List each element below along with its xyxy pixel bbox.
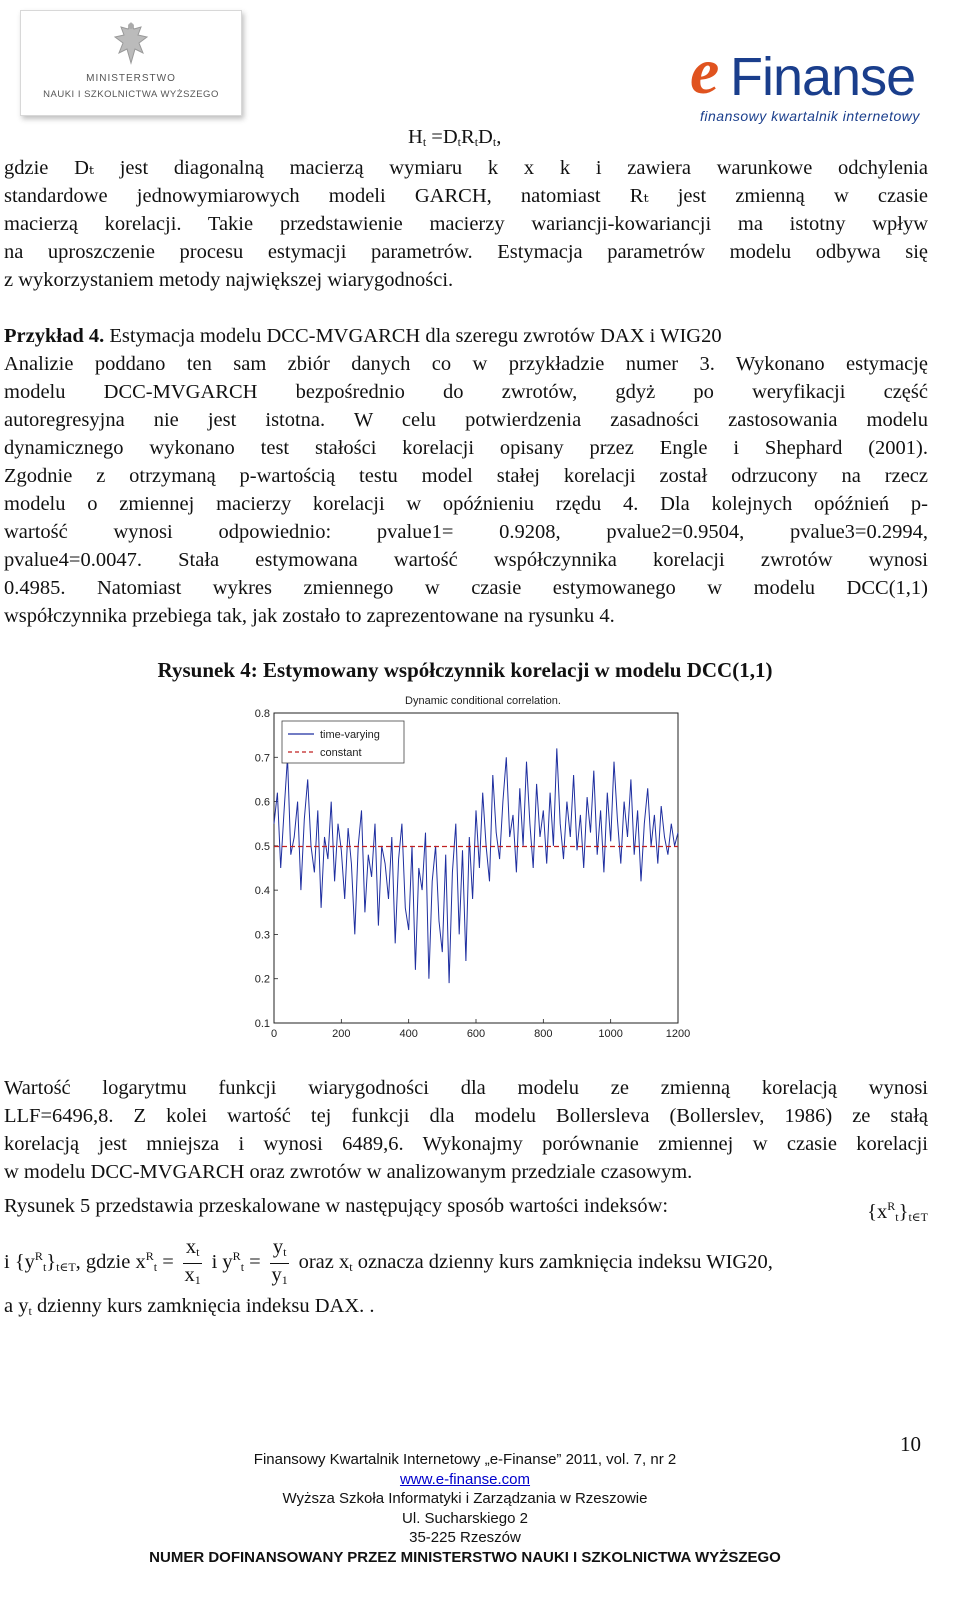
eq-sub: t <box>474 135 479 149</box>
paragraph3-line: w modelu DCC-MVGARCH oraz zwrotów w analizowanym przedziale czasowym. <box>4 1161 693 1183</box>
ministry-logo-line2: NAUKI I SZKOLNICTWA WYŻSZEGO <box>43 89 219 100</box>
eq-sub: t <box>457 135 461 149</box>
ministry-logo-line1: MINISTERSTWO <box>86 73 176 84</box>
efinanse-logo <box>690 35 940 125</box>
frac-y-num: y <box>272 1235 284 1258</box>
fraction-y <box>270 1236 290 1291</box>
paragraph2-line: dynamicznego wykonano test stałości korelacji opisany przez Engle i Shephard (2001). <box>4 437 928 459</box>
paragraph1-line: na uproszczenie procesu estymacji parametrów. Estymacja parametrów modelu odbywa się <box>4 241 928 263</box>
y-tick-label: 0.5 <box>254 840 270 853</box>
gdzie-x: , gdzie x <box>75 1251 146 1273</box>
eq-sub: t <box>422 135 427 149</box>
footer-journal: Finansowy Kwartalnik Internetowy „e-Finanse” 2011, vol. 7, nr 2 <box>253 1451 677 1468</box>
set-x-open: {x <box>867 1201 888 1223</box>
paragraph2-line: Analizie poddano ten sam zbiór danych co w przykładzie numer 3. Wykonano estymację <box>4 353 928 375</box>
y-sub: t <box>240 1260 245 1274</box>
efinanse-logo-tagline: finansowy kwartalnik internetowy <box>700 108 920 124</box>
example-label: Przykład 4. <box>4 325 105 347</box>
paragraph1-line: z wykorzystaniem metody największej wiarygodności. <box>4 269 454 291</box>
set-x-index: t∈T <box>908 1210 928 1224</box>
paragraph2-line: Zgodnie z otrzymaną p-wartością testu model stałej korelacji został odrzucony na rzecz <box>4 465 928 487</box>
eq-sign: = <box>157 1251 174 1273</box>
set-y-sup: R <box>34 1249 43 1263</box>
footer-city: 35-225 Rzeszów <box>409 1529 521 1546</box>
eagle-emblem-icon <box>111 19 151 67</box>
set-x-sup: R <box>887 1199 896 1213</box>
frac-y-den: y <box>271 1263 282 1286</box>
footer-street: Ul. Sucharskiego 2 <box>402 1509 528 1527</box>
x-tick-label: 600 <box>466 1028 486 1040</box>
y-tick-label: 0.1 <box>254 1018 270 1030</box>
x-sup: R <box>145 1249 154 1263</box>
frac-x-num-sub: t <box>196 1244 200 1259</box>
footer-school: Wyższa Szkoła Informatyki i Zarządzania w Rzeszowie <box>282 1490 648 1507</box>
legend-label-time-varying: time-varying <box>320 729 380 741</box>
x-tick-label: 200 <box>332 1028 351 1040</box>
x-tick-label: 800 <box>534 1028 553 1040</box>
y-tick-label: 0.7 <box>254 752 270 765</box>
set-y-open: i {y <box>4 1251 35 1273</box>
frac-y-den-sub: 1 <box>281 1272 288 1287</box>
set-x-close: } <box>898 1201 909 1223</box>
eq-r: R <box>461 126 475 148</box>
frac-y-num-sub: t <box>283 1244 287 1259</box>
i-y: i y <box>211 1251 233 1273</box>
paragraph4-line1 <box>4 1192 928 1224</box>
paragraph4-line2 <box>4 1230 928 1287</box>
ministry-logo <box>20 10 242 116</box>
paragraph2-line: współczynnika przebiega tak, jak zostało to zaprezentowane na rysunku 4. <box>4 605 615 627</box>
equation-h-drd <box>408 126 501 150</box>
a-y-rest: dzienny kurs zamknięcia indeksu DAX. . <box>31 1295 375 1317</box>
eq-d2: D <box>478 126 493 148</box>
x-tick-label: 400 <box>399 1028 418 1040</box>
page-number: 10 <box>900 1432 921 1456</box>
y-tick-label: 0.3 <box>254 929 270 942</box>
paragraph2-line: autoregresyjna nie jest istotna. W celu potwierdzenia zasadności zastosowania modelu <box>4 409 928 431</box>
x-tick-label: 1000 <box>598 1028 623 1040</box>
set-x-sub: t <box>895 1210 899 1224</box>
eq-h: H <box>408 126 423 148</box>
set-y-close: } <box>46 1251 57 1273</box>
paragraph2-line: wartość wynosi odpowiednio: pvalue1= 0.9208, pvalue2=0.9504, pvalue3=0.2994, <box>4 521 928 543</box>
paragraph1-line: standardowe jednowymiarowych modeli GARCH, natomiast Rₜ jest zmienną w czasie <box>4 185 928 207</box>
frac-x-num: x <box>185 1235 197 1258</box>
y-tick-label: 0.6 <box>254 796 270 809</box>
set-y-sub: t <box>42 1260 47 1274</box>
dcc-correlation-chart <box>238 688 698 1050</box>
paragraph2-line: 0.4985. Natomiast wykres zmiennego w czasie estymowanego w modelu DCC(1,1) <box>4 577 928 599</box>
paragraph2-line: pvalue4=0.0047. Stała estymowana wartość współczynnika korelacji zwrotów wynosi <box>4 549 928 571</box>
set-y-index: t∈T <box>56 1260 76 1274</box>
paragraph3-line: Wartość logarytmu funkcji wiarygodności dla modelu ze zmienną korelacją wynosi <box>4 1077 928 1099</box>
y-tick-label: 0.4 <box>254 885 270 898</box>
oraz-sub: t <box>349 1260 353 1274</box>
efinanse-logo-e: e <box>690 35 720 108</box>
footer-funding: NUMER DOFINANSOWANY PRZEZ MINISTERSTWO NAUKI I SZKOLNICTWA WYŻSZEGO <box>149 1548 781 1566</box>
legend-label-constant: constant <box>320 747 362 759</box>
fraction-x <box>183 1236 203 1291</box>
frac-x-den-sub: 1 <box>194 1272 201 1287</box>
paragraph4-text: Rysunek 5 przedstawia przeskalowane w następujący sposób wartości indeksów: <box>4 1195 669 1217</box>
set-x-notation <box>867 1192 928 1231</box>
footer-link[interactable]: www.e-finanse.com <box>399 1470 531 1488</box>
example-title: Estymacja modelu DCC-MVGARCH dla szeregu zwrotów DAX i WIG20 <box>104 325 722 347</box>
paragraph2-line: modelu o zmiennej macierzy korelacji w opóźnieniu rzędu 4. Dla kolejnych opóźnień p- <box>4 493 928 515</box>
frac-x-den: x <box>184 1263 195 1286</box>
footer <box>0 1450 930 1567</box>
eq-d: =D <box>426 126 458 148</box>
x-tick-label: 1200 <box>665 1028 691 1040</box>
eq-sub: t <box>492 135 497 149</box>
y-tick-label: 0.8 <box>254 708 270 720</box>
a-y-sub: t <box>28 1304 32 1318</box>
paragraph1-line: macierzą korelacji. Takie przedstawienie macierzy wariancji-kowariancji ma istotny wpływ <box>4 213 928 235</box>
paragraph3-line: korelacją jest mniejsza i wynosi 6489,6. Wykonajmy porównanie zmiennej w czasie korelacji <box>4 1133 928 1155</box>
oraz-x: oraz x <box>298 1251 350 1273</box>
eq-sign: = <box>244 1251 261 1273</box>
eq-tail: , <box>496 126 502 148</box>
x-sub: t <box>153 1260 158 1274</box>
figure-caption: Rysunek 4: Estymowany współczynnik korelacji w modelu DCC(1,1) <box>157 658 773 682</box>
paragraph4-line3 <box>4 1292 928 1325</box>
paragraph3-line: LLF=6496,8. Z kolei wartość tej funkcji dla modelu Bollersleva (Bollerslev, 1986) ze stałą <box>4 1105 928 1127</box>
x-tick-label: 0 <box>270 1028 278 1040</box>
y-tick-label: 0.2 <box>254 973 270 986</box>
efinanse-logo-text: Finanse <box>730 47 916 107</box>
example-heading <box>4 322 928 350</box>
paragraph1-line: gdzie Dₜ jest diagonalną macierzą wymiaru k x k i zawiera warunkowe odchylenia <box>4 157 928 179</box>
chart-legend <box>282 721 404 763</box>
oraz-rest: oznacza dzienny kurs zamknięcia indeksu WIG20, <box>352 1251 773 1273</box>
paragraph2-line: modelu DCC-MVGARCH bezpośrednio do zwrotów, gdyż po weryfikacji część <box>4 381 928 403</box>
y-sup: R <box>232 1249 241 1263</box>
chart-title: Dynamic conditional correlation. <box>405 695 561 707</box>
a-y: a y <box>4 1295 29 1317</box>
